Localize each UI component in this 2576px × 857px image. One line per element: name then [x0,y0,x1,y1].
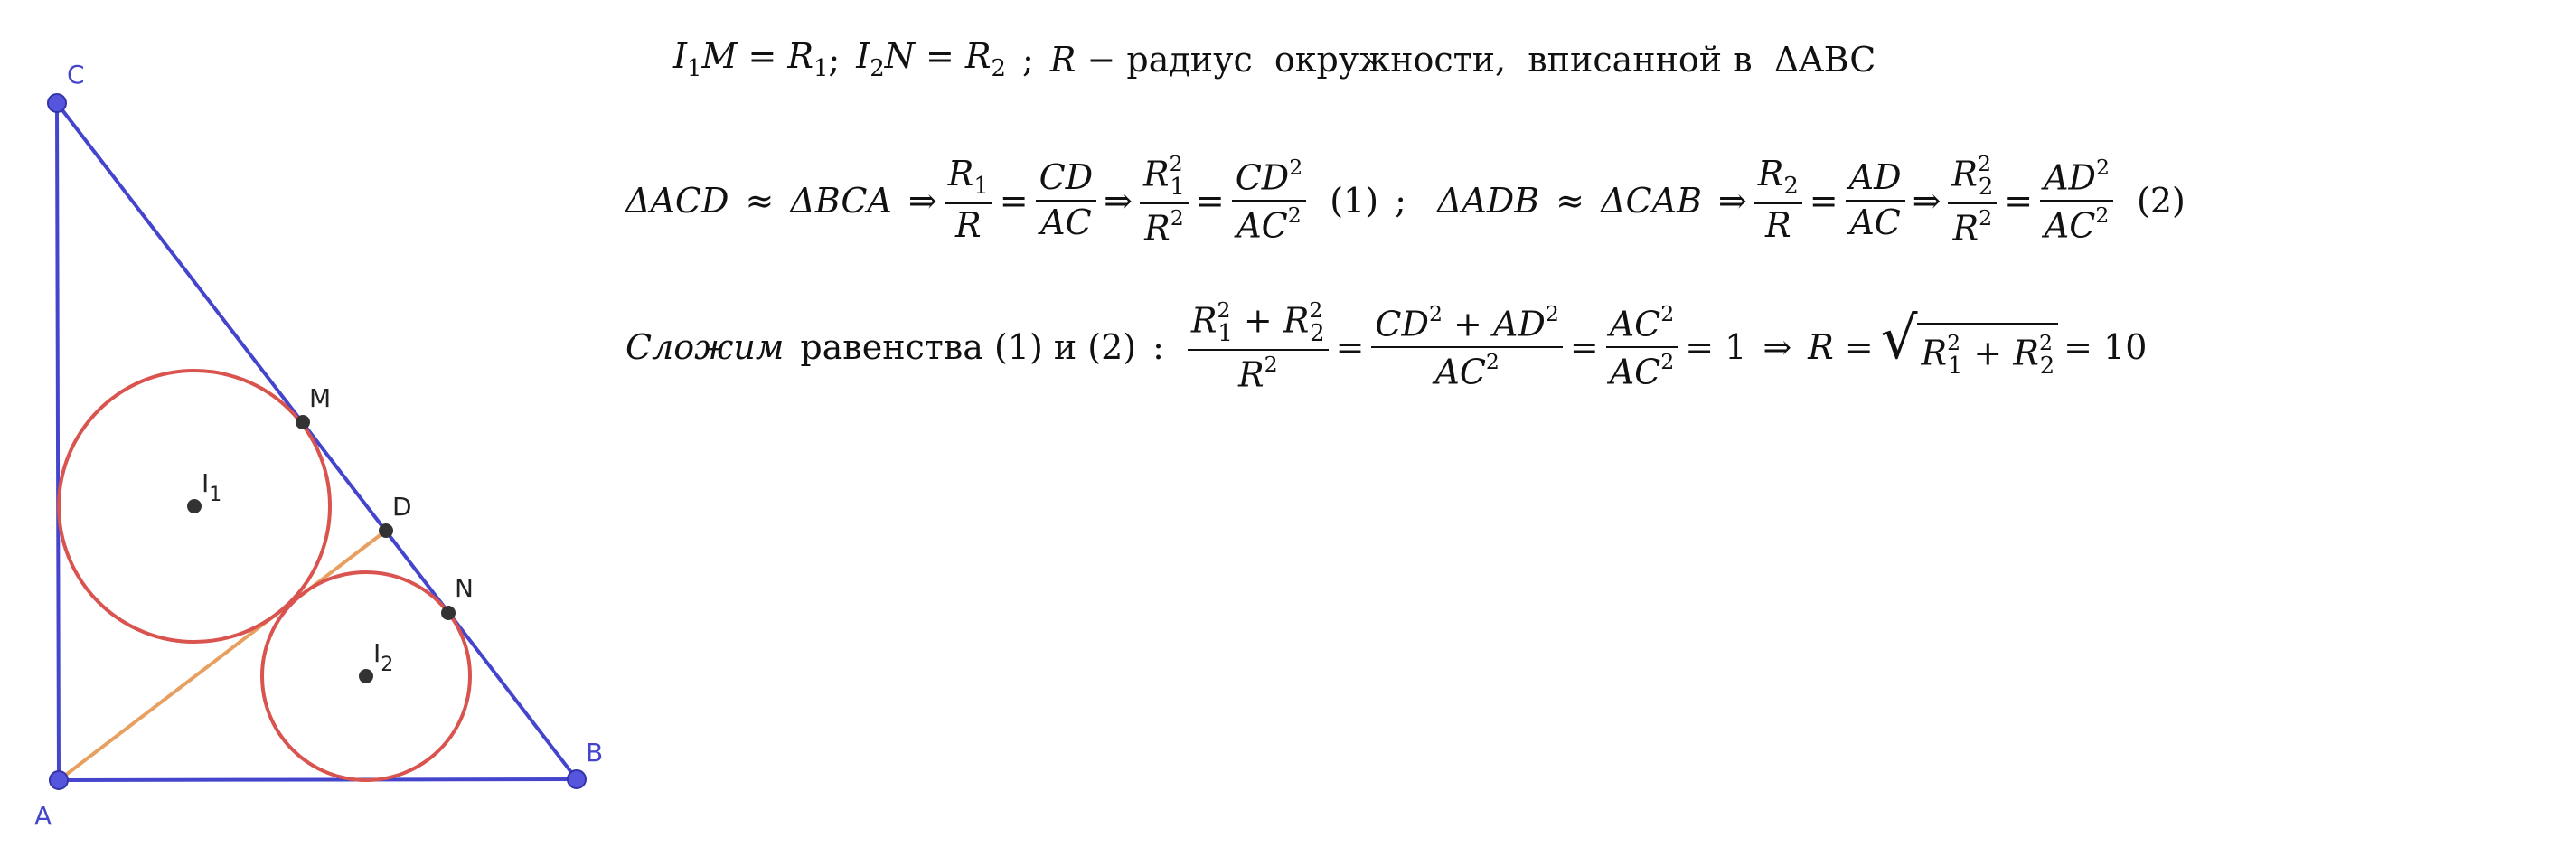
fraction-cdsq-acsq: $\frac{CD^2}{AC^2}$ [1232,155,1307,246]
equals-sign: = [1569,326,1599,367]
geometry-figure [0,0,651,857]
result-value: = 10 [2064,326,2148,367]
r-symbol: R [1049,39,1076,80]
equals-sign: = [1809,180,1838,221]
implies-sign: ⇒ [1912,180,1941,221]
equals-sign: = [1335,326,1365,367]
fraction-acsq-acsq: $\frac{AC^2}{AC^2}$ [1606,302,1678,392]
fraction-r1-r: $\frac{R_1}{R}$ [945,155,992,245]
fraction-ad-ac: $\frac{AD}{AC}$ [1846,158,1905,242]
equals-sign: = [2004,180,2034,221]
segment-ad [59,531,386,780]
label-m: M [309,383,332,413]
implies-sign: ⇒ [1763,326,1792,367]
fraction-r2sq-rsq: $\frac{R^2_2}{R^2}$ [1948,152,1997,249]
fraction-r2-r: $\frac{R_2}{R}$ [1754,155,1802,245]
triangle-name: ΔABC [1773,39,1876,80]
vertex-c [48,94,66,112]
equation-tag-2: (2) [2137,180,2186,221]
fraction-cd-ac: $\frac{CD}{AC}$ [1036,158,1097,242]
colon: : [1152,326,1164,367]
word-add: Cложим [625,326,785,367]
fraction-adsq-acsq: $\frac{AD^2}{AC^2}$ [2040,155,2113,246]
similar-sign: ≈ [745,180,775,221]
point-n [441,606,456,620]
vertex-b [568,770,586,788]
implies-sign: ⇒ [1717,180,1747,221]
label-c: C [67,60,85,89]
implies-sign: ⇒ [1104,180,1133,221]
label-b: B [586,738,604,768]
square-root: √ $R^2_1 + R^2_2$ [1881,314,2058,380]
point-d [379,523,393,538]
separator: ; [1395,180,1406,221]
implies-sign: ⇒ [907,180,937,221]
point-m [296,415,310,429]
triangle-abc [57,103,577,780]
i2n-eq: $I_2N = R_2$ [856,36,1006,83]
triangle-acd: ΔACD [625,180,729,221]
label-i2: $I_2$ [373,638,394,676]
separator: ; [1021,39,1034,80]
fraction-r1sq-rsq: $\frac{R^2_1}{R^2}$ [1140,152,1189,249]
vertex-a [50,771,68,789]
formula-line-3 [625,298,2147,395]
equals-sign: = [1195,180,1225,221]
separator: ; [828,39,841,80]
equals-sign: = [999,180,1029,221]
label-n: N [455,573,474,603]
label-d: D [392,492,412,522]
triangle-adb: ΔADB [1436,180,1540,221]
triangle-bca: ΔBCA [790,180,892,221]
label-i1: $I_1$ [202,468,222,506]
label-a: A [34,801,52,831]
triangle-cab: ΔCAB [1601,180,1702,221]
fraction-sum-rsq: $\frac{R^2_1 + R^2_2}{R^2}$ [1188,298,1329,395]
formula-line-2 [625,152,2186,249]
formula-line-1 [673,36,1876,82]
point-i1 [187,499,202,513]
radical-sign: √ [1880,306,1918,373]
r-equals: R = [1808,326,1874,367]
point-i2 [359,669,373,683]
description-text: − радиус окружности, вписанной в [1076,39,1774,80]
word-equalities: равенства (1) и (2) [800,326,1137,367]
equals-one: = 1 [1685,326,1747,367]
equation-tag-1: (1) [1330,180,1379,221]
fraction-sum-acsq: $\frac{CD^2 + AD^2}{AC^2}$ [1371,302,1562,392]
i1m-eq: $I_1M = R_1$ [673,36,829,83]
similar-sign: ≈ [1556,180,1584,221]
